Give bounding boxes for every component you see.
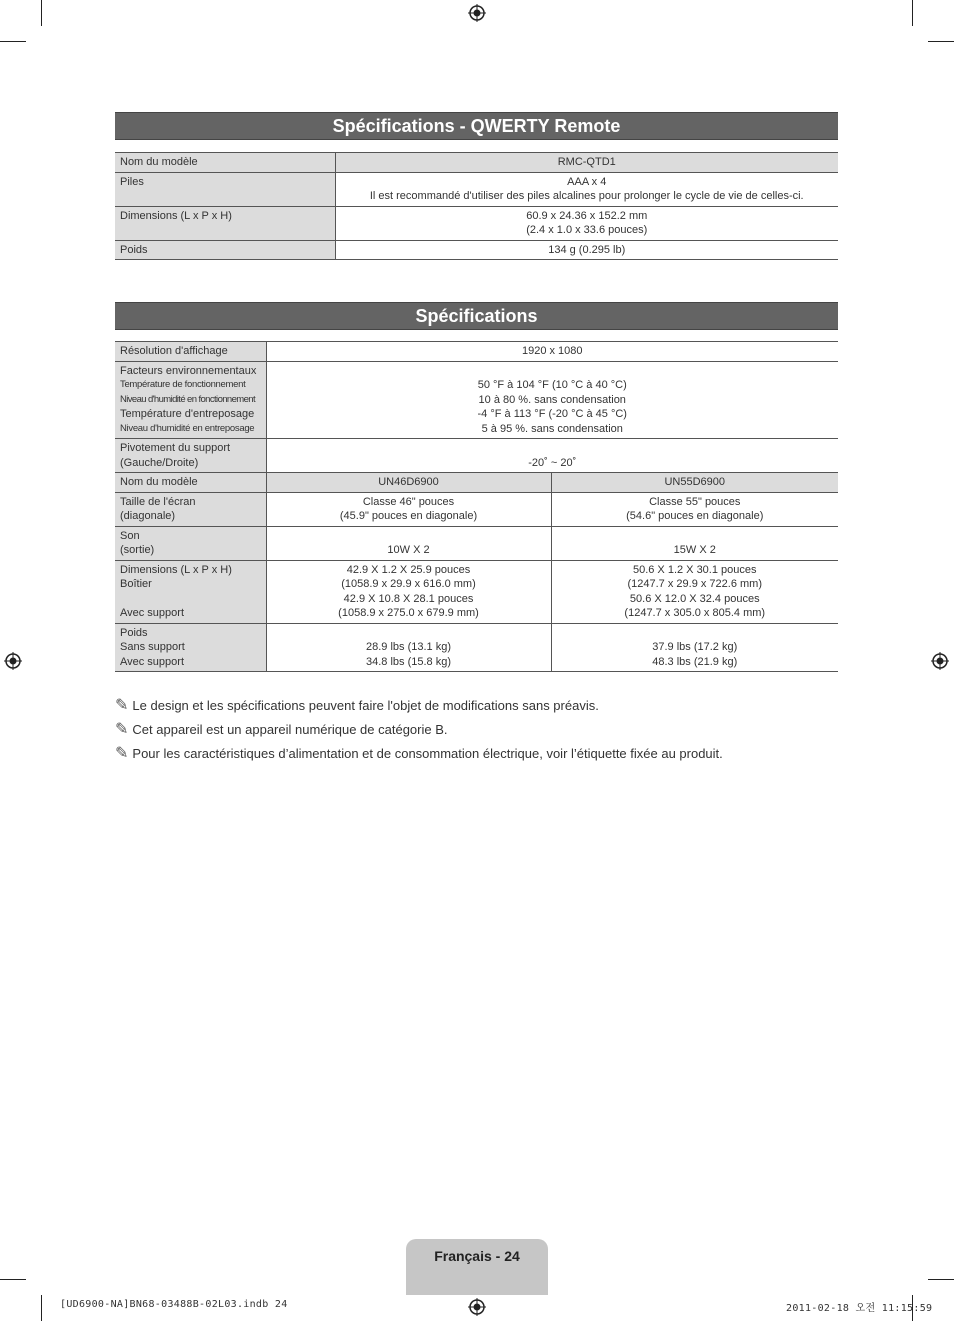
row-label [115,361,266,439]
crop-mark [41,0,42,26]
row-label [115,439,266,473]
table-row [115,361,838,439]
specs-title: Spécifications [115,302,838,330]
row-value [335,172,838,206]
note-text: Pour les caractéristiques d’alimentation et de consommation électrique, voir l’étiquette fixée au produit. [132,746,723,761]
value-line: 42.9 X 10.8 X 28.1 pouces [343,592,474,605]
crop-mark [912,0,913,26]
note-text: Cet appareil est un appareil numérique de catégorie B. [132,722,448,737]
label-line: Niveau d'humidité en entreposage [120,422,255,434]
value-line: Classe 46" pouces [362,495,455,508]
row-label: Dimensions (L x P x H) [115,206,335,240]
page-number: Français - 24 [434,1248,520,1264]
row-value: 1920 x 1080 [266,342,838,362]
label-line: Température de fonctionnement [120,379,246,390]
model-b: UN55D6900 [551,473,838,493]
table-row [115,526,838,560]
value-line: (2.4 x 1.0 x 33.6 pouces) [526,224,648,236]
table-row [115,206,838,240]
crop-mark [928,1279,954,1280]
label-line: Avec support [120,655,185,668]
row-label: Nom du modèle [115,153,335,173]
registration-mark-icon [4,652,22,670]
table-row [115,439,838,473]
note-item [115,719,723,743]
row-value: RMC-QTD1 [335,153,838,173]
label-line: Pivotement du support [120,442,231,454]
row-label: Nom du modèle [115,473,266,493]
value-line: 48.3 lbs (21.9 kg) [652,655,738,668]
value-b [551,623,838,672]
label-spacer [120,592,261,607]
value-a [266,560,551,623]
label-line: Boîtier [120,578,152,590]
table-row [115,153,838,173]
row-value: 134 g (0.295 lb) [335,240,838,260]
label-line: Niveau d'humidité en fonctionnement [120,393,256,405]
row-value: -20˚ ~ 20˚ [266,439,838,473]
value-line: 37.9 lbs (17.2 kg) [652,641,738,653]
label-line: Poids [120,626,148,639]
table-row [115,623,838,672]
crop-mark [41,1295,42,1321]
value-a [266,623,551,672]
table-row [115,473,838,493]
table-row [115,172,838,206]
pencil-note-icon: ✎ [115,745,129,762]
note-text: Le design et les spécifications peuvent faire l'objet de modifications sans préavis. [132,698,599,713]
value-line: (1247.7 x 29.9 x 722.6 mm) [627,578,762,590]
value-b: 15W X 2 [551,526,838,560]
imprint-file: [UD6900-NA]BN68-03488B-02L03.indb 24 [60,1299,288,1310]
value-line: 10 à 80 %. sans condensation [478,393,626,406]
table-row [115,342,838,362]
crop-mark [928,41,954,42]
label-line: (diagonale) [120,510,176,522]
label-line: Température d'entreposage [120,408,255,420]
row-value [335,206,838,240]
value-line: (45.9" pouces en diagonale) [339,510,478,522]
value-line: Classe 55" pouces [649,495,741,508]
label-line: (sortie) [120,544,155,556]
note-item [115,743,723,767]
row-value [266,361,838,439]
value-line: 34.8 lbs (15.8 kg) [366,655,451,668]
pencil-note-icon: ✎ [115,721,129,738]
row-label [115,526,266,560]
value-line: (1058.9 x 29.9 x 616.0 mm) [341,578,476,590]
remote-specs-table [115,152,838,260]
value-b [551,492,838,526]
note-item [115,695,723,719]
value-a: 10W X 2 [266,526,551,560]
value-line: (54.6" pouces en diagonale) [626,510,764,522]
pencil-note-icon: ✎ [115,697,129,714]
label-line: Avec support [120,607,185,619]
page-number-tab [406,1239,548,1295]
table-row [115,492,838,526]
notes-list [115,695,723,767]
label-line: Dimensions (L x P x H) [120,563,232,576]
label-line: Son [120,529,140,542]
registration-mark-icon [468,4,486,22]
value-a [266,492,551,526]
registration-mark-icon [931,652,949,670]
value-line: Il est recommandé d'utiliser des piles alcalines pour prolonger le cycle de vie de celles-ci. [369,190,804,202]
value-line: AAA x 4 [567,175,607,188]
value-line: 50 °F à 104 °F (10 °C à 40 °C) [477,379,627,391]
crop-mark [0,1279,26,1280]
label-line: Facteurs environnementaux [120,364,257,377]
value-line: 50.6 X 1.2 X 30.1 pouces [632,563,757,576]
row-label: Poids [115,240,335,260]
row-label: Piles [115,172,335,206]
value-line: 42.9 X 1.2 X 25.9 pouces [346,563,471,576]
table-row [115,560,838,623]
label-line: Sans support [120,641,185,653]
crop-mark [0,41,26,42]
label-line: Taille de l'écran [120,495,196,508]
registration-mark-icon [468,1298,486,1316]
value-line: (1247.7 x 305.0 x 805.4 mm) [624,607,766,619]
model-a: UN46D6900 [266,473,551,493]
imprint-timestamp: 2011-02-18 오전 11:15:59 [786,1303,933,1314]
value-line: (1058.9 x 275.0 x 679.9 mm) [338,607,479,619]
row-label [115,492,266,526]
label-line: (Gauche/Droite) [120,456,199,469]
row-label [115,623,266,672]
value-line: 5 à 95 %. sans condensation [481,422,623,435]
value-line: 60.9 x 24.36 x 152.2 mm [526,209,648,222]
value-line: -4 °F à 113 °F (-20 °C à 45 °C) [477,408,627,420]
row-label: Résolution d'affichage [115,342,266,362]
table-row [115,240,838,260]
row-label [115,560,266,623]
value-b [551,560,838,623]
tv-specs-table [115,341,838,672]
remote-specs-title: Spécifications - QWERTY Remote [115,112,838,140]
value-line: 50.6 X 12.0 X 32.4 pouces [629,592,760,605]
value-line: 28.9 lbs (13.1 kg) [366,641,451,653]
